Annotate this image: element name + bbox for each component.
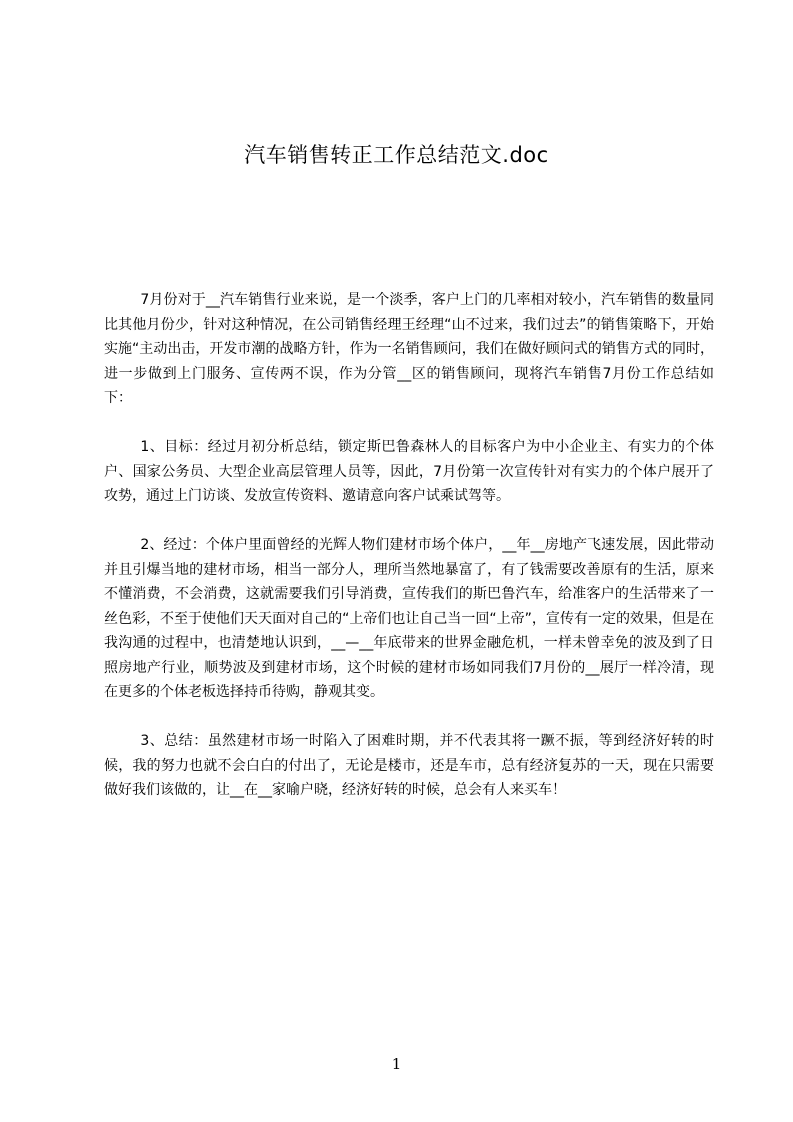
paragraph-goal: 1、目标：经过月初分析总结，锁定斯巴鲁森林人的目标客户为中小企业主、有实力的个体户、国家公务员、大型企业高层管理人员等，因此，7月份第一次宣传针对有实力的个体户展开了攻势，通过上门访谈、发放宣传资料、邀请意向客户试乘试驾等。	[104, 439, 714, 504]
document-body	[104, 288, 714, 827]
paragraph-summary: 3、总结：虽然建材市场一时陷入了困难时期，并不代表其将一蹶不振，等到经济好转的时候，我的努力也就不会白白的付出了，无论是楼市，还是车市，总有经济复苏的一天，现在只需要做好我们该做的，让__在__家喻户晓，经济好转的时候，总会有人来买车！	[104, 733, 714, 798]
paragraph-intro: 7月份对于__汽车销售行业来说，是一个淡季，客户上门的几率相对较小，汽车销售的数量同比其他月份少，针对这种情况，在公司销售经理王经理“山不过来，我们过去”的销售策略下，开始实施“主动出击，开发市潮的战略方针，作为一名销售顾问，我们在做好顾问式的销售方式的同时，进一步做到上门服务、宣传两不误，作为分管__区的销售顾问，现将汽车销售7月份工作总结如下：	[104, 292, 714, 406]
document-title: 汽车销售转正工作总结范文.doc	[244, 143, 549, 167]
paragraph-process: 2、经过：个体户里面曾经的光辉人物们建材市场个体户，__年__房地产飞速发展，因此带动并且引爆当地的建材市场，相当一部分人，理所当然地暴富了，有了钱需要改善原有的生活，原来不懂消费，不会消费，这就需要我们引导消费，宣传我们的斯巴鲁汽车，给准客户的生活带来了一丝色彩，不至于使他们天天面对自己的“上帝们也让自己当一回“上帝”，宣传有一定的效果，但是在我沟通的过程中，也清楚地认识到，__—__年底带来的世界金融危机，一样未曾幸免的波及到了日照房地产行业，顺势波及到建材市场，这个时候的建材市场如同我们7月份的__展厅一样冷清，现在更多的个体老板选择持币待购，静观其变。	[104, 537, 714, 700]
page-number: 1	[391, 1055, 402, 1073]
